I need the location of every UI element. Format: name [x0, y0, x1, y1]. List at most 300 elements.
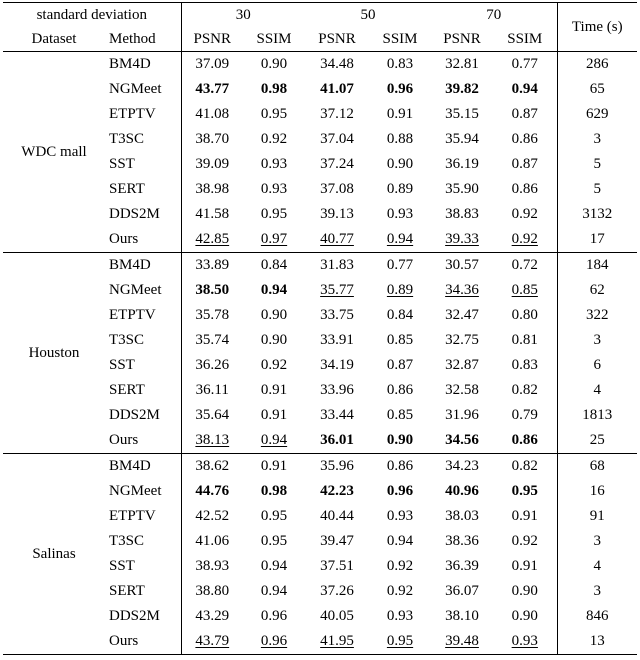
- psnr-value: [305, 152, 369, 177]
- method-name: SST: [105, 554, 181, 579]
- psnr-value: [431, 278, 493, 303]
- cell-text: 35.96: [320, 458, 354, 474]
- ssim-value: [243, 303, 305, 328]
- cell-text: 41.07: [320, 81, 354, 97]
- ssim-value: [243, 454, 305, 480]
- cell-text: 0.91: [260, 382, 288, 398]
- method-name: ETPTV: [105, 303, 181, 328]
- psnr-value: [305, 202, 369, 227]
- ssim-value: [243, 504, 305, 529]
- ssim-value: [493, 102, 557, 127]
- ssim-value: [243, 529, 305, 554]
- metric-header: PSNR: [318, 31, 356, 47]
- metric-header: PSNR: [443, 31, 481, 47]
- ssim-value: [369, 278, 431, 303]
- cell-text: 0.98: [260, 81, 288, 97]
- method-name: SERT: [105, 177, 181, 202]
- cell-text: 32.75: [445, 332, 479, 348]
- method-name: T3SC: [105, 127, 181, 152]
- time-value: 184: [586, 257, 609, 273]
- cell-text: 38.83: [445, 206, 479, 222]
- method-name: NGMeet: [105, 479, 181, 504]
- psnr-value: [181, 403, 243, 428]
- psnr-value: [181, 454, 243, 480]
- ssim-value: [493, 303, 557, 328]
- cell-text: 33.89: [195, 257, 230, 273]
- time-value: 3132: [582, 206, 613, 222]
- time-value: 17: [589, 231, 605, 247]
- cell-text: 0.93: [511, 633, 538, 649]
- cell-text: 0.93: [386, 508, 414, 524]
- psnr-value: [181, 127, 243, 152]
- time-value: 13: [589, 633, 605, 649]
- cell-text: 0.95: [260, 508, 288, 524]
- psnr-value: [305, 403, 369, 428]
- ssim-value: [369, 102, 431, 127]
- cell-text: 0.94: [511, 81, 538, 97]
- ssim-value: [243, 604, 305, 629]
- cell-text: 34.19: [320, 357, 354, 373]
- cell-text: 35.64: [195, 407, 230, 423]
- psnr-value: [431, 579, 493, 604]
- time-value: 65: [589, 81, 605, 97]
- cell-text: 0.90: [260, 307, 288, 323]
- dataset-name: Houston: [28, 344, 80, 361]
- time-value: 846: [586, 608, 609, 624]
- cell-text: 38.98: [195, 181, 230, 197]
- cell-text: 0.87: [511, 106, 538, 122]
- psnr-value: [181, 52, 243, 78]
- cell-text: 0.83: [511, 357, 538, 373]
- cell-text: 32.81: [445, 56, 479, 72]
- cell-text: 35.78: [195, 307, 230, 323]
- ssim-value: [243, 227, 305, 253]
- method-name: NGMeet: [105, 77, 181, 102]
- cell-text: 34.56: [445, 432, 479, 448]
- psnr-value: [431, 102, 493, 127]
- cell-text: 37.24: [320, 156, 354, 172]
- ssim-value: [493, 328, 557, 353]
- cell-text: 0.92: [511, 206, 538, 222]
- cell-text: 0.94: [260, 583, 288, 599]
- cell-text: 38.50: [195, 282, 230, 298]
- psnr-value: [305, 303, 369, 328]
- psnr-value: [181, 102, 243, 127]
- method-name: ETPTV: [105, 102, 181, 127]
- cell-text: 0.86: [511, 432, 538, 448]
- cell-text: 0.97: [260, 231, 288, 247]
- psnr-value: [305, 629, 369, 655]
- psnr-value: [305, 479, 369, 504]
- ssim-value: [493, 152, 557, 177]
- method-name: SERT: [105, 579, 181, 604]
- psnr-value: [431, 479, 493, 504]
- cell-text: 0.80: [511, 307, 538, 323]
- ssim-value: [243, 554, 305, 579]
- ssim-value: [369, 378, 431, 403]
- psnr-value: [181, 629, 243, 655]
- psnr-value: [305, 428, 369, 454]
- cell-text: 37.08: [320, 181, 354, 197]
- psnr-value: [431, 152, 493, 177]
- ssim-value: [493, 353, 557, 378]
- std-dev-header: standard deviation: [3, 3, 181, 28]
- ssim-value: [369, 479, 431, 504]
- cell-text: 31.96: [445, 407, 479, 423]
- method-name: BM4D: [105, 52, 181, 78]
- ssim-value: [369, 403, 431, 428]
- ssim-value: [493, 127, 557, 152]
- method-name: DDS2M: [105, 604, 181, 629]
- time-value: 5: [593, 181, 602, 197]
- ssim-value: [493, 177, 557, 202]
- cell-text: 0.96: [386, 483, 414, 499]
- psnr-value: [431, 303, 493, 328]
- table-row: [3, 454, 637, 480]
- psnr-value: [181, 253, 243, 279]
- time-value: 62: [589, 282, 605, 298]
- psnr-value: [305, 177, 369, 202]
- cell-text: 40.44: [320, 508, 354, 524]
- cell-text: 39.09: [195, 156, 230, 172]
- cell-text: 37.51: [320, 558, 354, 574]
- cell-text: 0.87: [386, 357, 414, 373]
- ssim-value: [493, 604, 557, 629]
- metric-header: PSNR: [193, 31, 232, 47]
- cell-text: 0.83: [386, 56, 414, 72]
- time-value: 629: [586, 106, 609, 122]
- cell-text: 38.10: [445, 608, 479, 624]
- cell-text: 43.29: [195, 608, 230, 624]
- time-value: 3: [593, 332, 602, 348]
- psnr-value: [431, 227, 493, 253]
- psnr-value: [181, 303, 243, 328]
- cell-text: 34.36: [445, 282, 479, 298]
- level-30-header: 30: [235, 7, 251, 23]
- method-name: ETPTV: [105, 504, 181, 529]
- psnr-value: [431, 353, 493, 378]
- method-name: BM4D: [105, 253, 181, 279]
- cell-text: 0.91: [260, 407, 288, 423]
- psnr-value: [431, 629, 493, 655]
- ssim-value: [369, 127, 431, 152]
- cell-text: 0.94: [260, 558, 288, 574]
- time-value: 286: [586, 56, 609, 72]
- cell-text: 0.85: [386, 407, 414, 423]
- level-50-header: 50: [360, 7, 376, 23]
- dataset-header: Dataset: [31, 31, 77, 47]
- ssim-value: [369, 504, 431, 529]
- method-name: DDS2M: [105, 202, 181, 227]
- ssim-value: [493, 479, 557, 504]
- ssim-value: [243, 479, 305, 504]
- time-value: 25: [589, 432, 605, 448]
- metric-header: SSIM: [493, 27, 557, 52]
- psnr-value: [181, 504, 243, 529]
- cell-text: 0.81: [511, 332, 538, 348]
- psnr-value: [431, 52, 493, 78]
- ssim-value: [243, 579, 305, 604]
- ssim-value: [243, 428, 305, 454]
- cell-text: 0.94: [260, 282, 288, 298]
- cell-text: 0.86: [511, 131, 538, 147]
- psnr-value: [431, 554, 493, 579]
- cell-text: 35.74: [195, 332, 230, 348]
- psnr-value: [181, 378, 243, 403]
- dataset-name: Salinas: [32, 545, 76, 562]
- cell-text: 43.79: [195, 633, 230, 649]
- ssim-value: [243, 77, 305, 102]
- psnr-value: [431, 454, 493, 480]
- ssim-value: [369, 328, 431, 353]
- method-name: Ours: [105, 227, 181, 253]
- ssim-value: [493, 77, 557, 102]
- cell-text: 38.03: [445, 508, 479, 524]
- ssim-value: [369, 629, 431, 655]
- cell-text: 0.92: [260, 357, 288, 373]
- cell-text: 0.94: [386, 533, 414, 549]
- ssim-value: [243, 102, 305, 127]
- psnr-value: [181, 529, 243, 554]
- psnr-value: [181, 77, 243, 102]
- method-header: Method: [105, 27, 181, 52]
- psnr-value: [181, 328, 243, 353]
- cell-text: 0.85: [511, 282, 538, 298]
- psnr-value: [305, 102, 369, 127]
- cell-text: 33.91: [320, 332, 354, 348]
- cell-text: 0.85: [386, 332, 414, 348]
- cell-text: 39.13: [320, 206, 354, 222]
- psnr-value: [431, 127, 493, 152]
- cell-text: 41.95: [320, 633, 354, 649]
- time-value: 3: [593, 583, 602, 599]
- method-name: SERT: [105, 378, 181, 403]
- psnr-value: [181, 202, 243, 227]
- psnr-value: [305, 253, 369, 279]
- cell-text: 38.80: [195, 583, 230, 599]
- cell-text: 0.95: [386, 633, 414, 649]
- cell-text: 0.77: [386, 257, 414, 273]
- psnr-value: [305, 278, 369, 303]
- psnr-value: [305, 554, 369, 579]
- time-value: 4: [593, 382, 602, 398]
- cell-text: 42.52: [195, 508, 230, 524]
- level-70-header: 70: [431, 3, 557, 28]
- metric-header: SSIM: [382, 31, 418, 47]
- time-value: 91: [589, 508, 605, 524]
- ssim-value: [243, 378, 305, 403]
- cell-text: 39.82: [445, 81, 479, 97]
- cell-text: 36.07: [445, 583, 479, 599]
- cell-text: 0.91: [260, 458, 288, 474]
- cell-text: 0.96: [260, 633, 288, 649]
- cell-text: 0.93: [386, 608, 414, 624]
- cell-text: 44.76: [195, 483, 230, 499]
- ssim-value: [493, 378, 557, 403]
- cell-text: 0.90: [260, 56, 288, 72]
- cell-text: 38.70: [195, 131, 230, 147]
- cell-text: 0.95: [260, 533, 288, 549]
- method-name: T3SC: [105, 328, 181, 353]
- method-name: T3SC: [105, 529, 181, 554]
- ssim-value: [369, 253, 431, 279]
- psnr-value: [305, 127, 369, 152]
- cell-text: 41.08: [195, 106, 230, 122]
- cell-text: 38.13: [195, 432, 230, 448]
- cell-text: 31.83: [320, 257, 354, 273]
- cell-text: 41.06: [195, 533, 230, 549]
- cell-text: 0.95: [260, 206, 288, 222]
- cell-text: 0.86: [511, 181, 538, 197]
- time-header: Time (s): [571, 19, 623, 35]
- psnr-value: [181, 152, 243, 177]
- psnr-value: [181, 554, 243, 579]
- ssim-value: [369, 77, 431, 102]
- cell-text: 39.33: [445, 231, 479, 247]
- cell-text: 33.44: [320, 407, 354, 423]
- cell-text: 0.91: [511, 558, 538, 574]
- psnr-value: [181, 479, 243, 504]
- ssim-value: [493, 403, 557, 428]
- cell-text: 37.04: [320, 131, 354, 147]
- time-value: 68: [589, 458, 605, 474]
- method-name: Ours: [105, 428, 181, 454]
- psnr-value: [305, 454, 369, 480]
- cell-text: 33.96: [320, 382, 354, 398]
- psnr-value: [181, 177, 243, 202]
- psnr-value: [181, 278, 243, 303]
- time-value: 6: [593, 357, 602, 373]
- cell-text: 40.96: [445, 483, 479, 499]
- cell-text: 0.89: [386, 181, 414, 197]
- cell-text: 0.92: [511, 231, 538, 247]
- ssim-value: [369, 529, 431, 554]
- ssim-value: [493, 629, 557, 655]
- cell-text: 0.79: [511, 407, 538, 423]
- psnr-value: [305, 579, 369, 604]
- cell-text: 0.92: [511, 533, 538, 549]
- results-table-container: [3, 2, 637, 657]
- ssim-value: [493, 504, 557, 529]
- ssim-value: [243, 629, 305, 655]
- ssim-value: [243, 403, 305, 428]
- cell-text: 39.48: [445, 633, 479, 649]
- cell-text: 40.77: [320, 231, 354, 247]
- time-value: 322: [586, 307, 609, 323]
- ssim-value: [369, 428, 431, 454]
- ssim-value: [243, 127, 305, 152]
- cell-text: 0.92: [386, 583, 414, 599]
- psnr-value: [181, 353, 243, 378]
- cell-text: 0.91: [386, 106, 414, 122]
- ssim-value: [243, 52, 305, 78]
- psnr-value: [305, 227, 369, 253]
- ssim-value: [369, 554, 431, 579]
- time-value: 1813: [582, 407, 613, 423]
- time-value: 3: [593, 533, 602, 549]
- ssim-value: [243, 202, 305, 227]
- cell-text: 38.36: [445, 533, 479, 549]
- cell-text: 0.90: [386, 156, 414, 172]
- psnr-value: [431, 604, 493, 629]
- psnr-value: [431, 504, 493, 529]
- psnr-value: [305, 77, 369, 102]
- ssim-value: [369, 52, 431, 78]
- psnr-value: [181, 604, 243, 629]
- cell-text: 0.89: [386, 282, 414, 298]
- cell-text: 0.82: [511, 382, 538, 398]
- cell-text: 0.87: [511, 156, 538, 172]
- metric-header: SSIM: [256, 31, 292, 47]
- psnr-value: [305, 504, 369, 529]
- cell-text: 42.23: [320, 483, 354, 499]
- cell-text: 34.23: [445, 458, 479, 474]
- ssim-value: [493, 227, 557, 253]
- cell-text: 0.91: [511, 508, 538, 524]
- cell-text: 0.82: [511, 458, 538, 474]
- ssim-value: [243, 353, 305, 378]
- cell-text: 35.77: [320, 282, 354, 298]
- cell-text: 0.90: [386, 432, 414, 448]
- psnr-value: [305, 378, 369, 403]
- dataset-name: WDC mall: [21, 143, 87, 160]
- ssim-value: [369, 227, 431, 253]
- ssim-value: [369, 152, 431, 177]
- cell-text: 0.92: [386, 558, 414, 574]
- cell-text: 0.84: [386, 307, 414, 323]
- cell-text: 0.94: [386, 231, 414, 247]
- ssim-value: [369, 303, 431, 328]
- cell-text: 40.05: [320, 608, 354, 624]
- cell-text: 0.95: [511, 483, 538, 499]
- cell-text: 0.90: [511, 583, 538, 599]
- cell-text: 35.94: [445, 131, 479, 147]
- table-row: [3, 52, 637, 78]
- method-name: Ours: [105, 629, 181, 655]
- cell-text: 43.77: [195, 81, 230, 97]
- cell-text: 0.94: [260, 432, 288, 448]
- psnr-value: [431, 529, 493, 554]
- cell-text: 39.47: [320, 533, 354, 549]
- psnr-value: [431, 253, 493, 279]
- method-name: SST: [105, 152, 181, 177]
- cell-text: 35.90: [445, 181, 479, 197]
- cell-text: 32.87: [445, 357, 479, 373]
- ssim-value: [243, 278, 305, 303]
- cell-text: 0.90: [511, 608, 538, 624]
- time-value: 16: [589, 483, 605, 499]
- cell-text: 35.15: [445, 106, 479, 122]
- psnr-value: [431, 202, 493, 227]
- ssim-value: [369, 579, 431, 604]
- ssim-value: [493, 278, 557, 303]
- psnr-value: [431, 403, 493, 428]
- time-value: 5: [593, 156, 602, 172]
- psnr-value: [431, 428, 493, 454]
- cell-text: 33.75: [320, 307, 354, 323]
- cell-text: 41.58: [195, 206, 230, 222]
- ssim-value: [369, 604, 431, 629]
- cell-text: 37.12: [320, 106, 354, 122]
- ssim-value: [369, 177, 431, 202]
- ssim-value: [493, 202, 557, 227]
- psnr-value: [431, 378, 493, 403]
- cell-text: 36.11: [195, 382, 229, 398]
- method-name: BM4D: [105, 454, 181, 480]
- cell-text: 0.96: [386, 81, 414, 97]
- cell-text: 0.93: [260, 181, 288, 197]
- ssim-value: [493, 529, 557, 554]
